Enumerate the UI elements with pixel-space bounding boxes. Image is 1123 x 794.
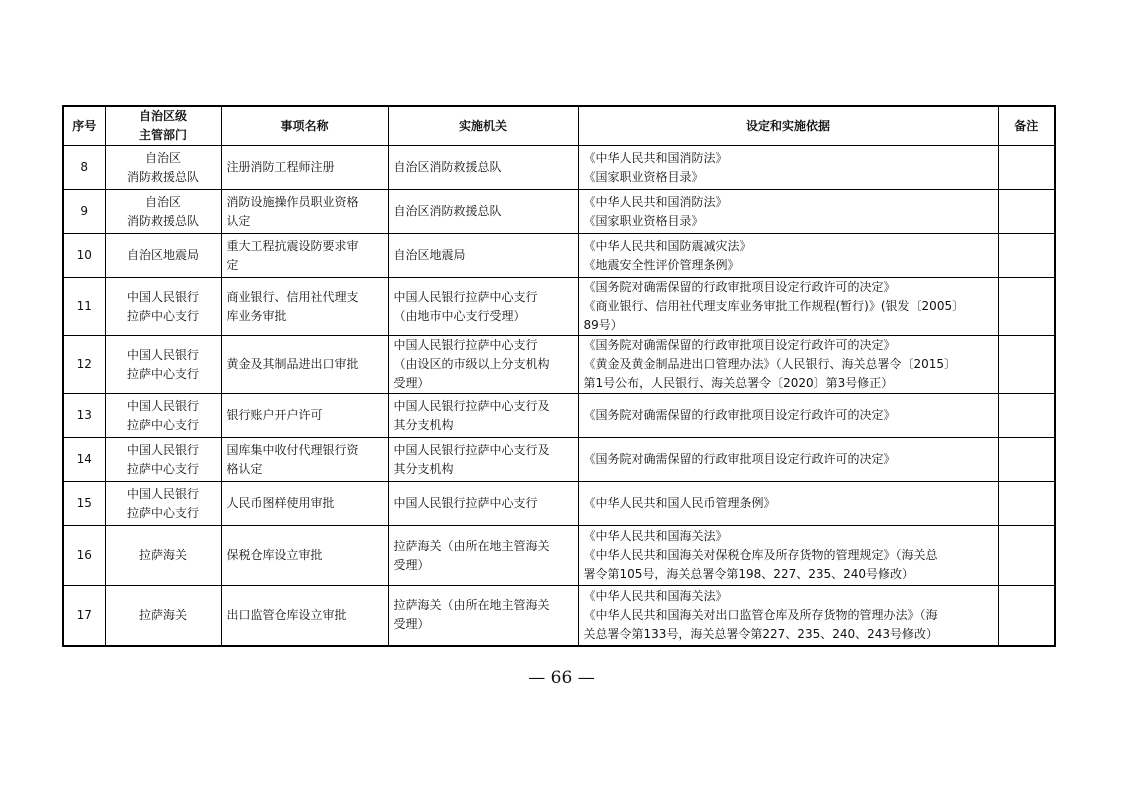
- basis-cell-line: 《中华人民共和国海关法》: [583, 588, 728, 603]
- agency-cell-line: 受理）: [393, 557, 430, 572]
- basis-cell-line: 《商业银行、信用社代理支库业务审批工作规程(暂行)》(银发〔2005〕: [583, 299, 965, 313]
- basis-cell-line: 《国务院对确需保留的行政审批项目设定行政许可的决定》: [583, 338, 896, 352]
- department-cell-line: 拉萨中心支行: [126, 366, 199, 381]
- basis-cell: [578, 438, 998, 482]
- department-cell-line: 拉萨海关: [138, 607, 187, 622]
- department-cell: [105, 394, 221, 438]
- remark-cell: [998, 438, 1055, 482]
- department-cell-line: 拉萨海关: [138, 548, 187, 562]
- basis-cell-line: 《国务院对确需保留的行政审批项目设定行政许可的决定》: [583, 280, 896, 294]
- agency-cell: [388, 234, 578, 278]
- item-name-cell-line: 保税仓库设立审批: [226, 548, 323, 562]
- item-name-cell-line: 人民币图样使用审批: [226, 496, 335, 510]
- basis-cell-line: 《国务院对确需保留的行政审批项目设定行政许可的决定》: [583, 408, 896, 422]
- basis-cell: [578, 234, 998, 278]
- item-name-cell: [221, 146, 388, 190]
- basis-cell-line: 关总署令第133号，海关总署令第227、235、240、243号修改）: [583, 626, 939, 641]
- table-header-row: [63, 106, 1055, 146]
- agency-cell: [388, 190, 578, 234]
- header-department-line-1: 自治区级: [138, 109, 187, 123]
- basis-cell: [578, 586, 998, 646]
- header-basis: 设定和实施依据: [578, 106, 998, 146]
- remark-cell: [998, 146, 1055, 190]
- serial-no-cell: 11: [63, 278, 105, 336]
- basis-cell-line: 《国家职业资格目录》: [583, 213, 704, 228]
- basis-cell: [578, 146, 998, 190]
- table-row: [63, 526, 1055, 586]
- table-row: [63, 586, 1055, 646]
- table-row: [63, 336, 1055, 394]
- approval-items-table: [62, 105, 1056, 647]
- remark-cell: [998, 336, 1055, 394]
- remark-cell: [998, 278, 1055, 336]
- department-cell: [105, 234, 221, 278]
- basis-cell: [578, 336, 998, 394]
- serial-no-cell: 12: [63, 336, 105, 394]
- basis-cell-line: 《中华人民共和国防震减灾法》: [583, 238, 752, 253]
- agency-cell-line: 中国人民银行拉萨中心支行: [393, 496, 538, 510]
- basis-cell-line: 《黄金及黄金制品进出口管理办法》（人民银行、海关总署令〔2015〕: [583, 357, 957, 371]
- agency-cell-line: 自治区地震局: [393, 248, 466, 262]
- agency-cell: [388, 438, 578, 482]
- item-name-cell: [221, 394, 388, 438]
- item-name-cell-line: 国库集中收付代理银行资: [226, 442, 359, 457]
- item-name-cell-line: 商业银行、信用社代理支: [226, 289, 359, 304]
- basis-cell: [578, 526, 998, 586]
- agency-cell: [388, 146, 578, 190]
- department-cell-line: 中国人民银行: [126, 398, 199, 413]
- basis-cell-line: 《国家职业资格目录》: [583, 169, 704, 184]
- agency-cell: [388, 394, 578, 438]
- department-cell: [105, 336, 221, 394]
- item-name-cell-line: 认定: [226, 213, 251, 228]
- department-cell-line: 中国人民银行: [126, 442, 199, 457]
- item-name-cell-line: 库业务审批: [226, 308, 287, 323]
- department-cell-line: 消防救援总队: [126, 169, 199, 184]
- page-number: — 66 —: [528, 668, 595, 688]
- item-name-cell: [221, 234, 388, 278]
- serial-no-cell: 10: [63, 234, 105, 278]
- department-cell-line: 自治区: [144, 150, 181, 165]
- department-cell-line: 中国人民银行: [126, 289, 199, 304]
- serial-no-cell: 15: [63, 482, 105, 526]
- department-cell-line: 拉萨中心支行: [126, 308, 199, 323]
- agency-cell: [388, 526, 578, 586]
- basis-cell-line: 《中华人民共和国海关法》: [583, 529, 728, 543]
- item-name-cell: [221, 190, 388, 234]
- table-row: [63, 278, 1055, 336]
- table-row: [63, 438, 1055, 482]
- agency-cell-line: 拉萨海关（由所在地主管海关: [393, 538, 550, 553]
- item-name-cell-line: 注册消防工程师注册: [226, 160, 335, 174]
- agency-cell: [388, 336, 578, 394]
- agency-cell-line: 中国人民银行拉萨中心支行及: [393, 442, 550, 457]
- basis-cell-line: 《中华人民共和国消防法》: [583, 150, 728, 165]
- basis-cell-line: 《国务院对确需保留的行政审批项目设定行政许可的决定》: [583, 452, 896, 466]
- department-cell-line: 中国人民银行: [126, 486, 199, 501]
- remark-cell: [998, 482, 1055, 526]
- department-cell: [105, 438, 221, 482]
- basis-cell-line: 《中华人民共和国消防法》: [583, 194, 728, 209]
- remark-cell: [998, 394, 1055, 438]
- basis-cell-line: 《中华人民共和国海关对保税仓库及所存货物的管理规定》（海关总: [583, 548, 938, 562]
- item-name-cell-line: 格认定: [226, 461, 263, 476]
- basis-cell-line: 《中华人民共和国海关对出口监管仓库及所存货物的管理办法》（海: [583, 607, 938, 622]
- agency-cell-line: （由地市中心支行受理）: [393, 308, 526, 323]
- header-agency: 实施机关: [388, 106, 578, 146]
- serial-no-cell: 17: [63, 586, 105, 646]
- table-row: [63, 190, 1055, 234]
- department-cell-line: 自治区地震局: [126, 248, 199, 262]
- department-cell: [105, 586, 221, 646]
- item-name-cell: [221, 278, 388, 336]
- table-body: [63, 146, 1055, 646]
- serial-no-cell: 9: [63, 190, 105, 234]
- department-cell: [105, 278, 221, 336]
- agency-cell-line: 中国人民银行拉萨中心支行及: [393, 398, 550, 413]
- item-name-cell-line: 黄金及其制品进出口审批: [226, 357, 359, 371]
- serial-no-cell: 14: [63, 438, 105, 482]
- serial-no-cell: 13: [63, 394, 105, 438]
- table-row: [63, 482, 1055, 526]
- item-name-cell-line: 定: [226, 257, 239, 272]
- item-name-cell: [221, 526, 388, 586]
- header-serial-no: 序号: [63, 106, 105, 146]
- remark-cell: [998, 190, 1055, 234]
- agency-cell-line: 受理）: [393, 617, 430, 632]
- basis-cell: [578, 482, 998, 526]
- agency-cell: [388, 482, 578, 526]
- agency-cell-line: 中国人民银行拉萨中心支行: [393, 289, 538, 304]
- basis-cell: [578, 394, 998, 438]
- agency-cell-line: 受理）: [393, 376, 430, 390]
- basis-cell-line: 《地震安全性评价管理条例》: [583, 257, 740, 272]
- header-item-name: 事项名称: [221, 106, 388, 146]
- table-row: [63, 394, 1055, 438]
- department-cell: [105, 190, 221, 234]
- item-name-cell-line: 重大工程抗震设防要求审: [226, 238, 359, 253]
- remark-cell: [998, 586, 1055, 646]
- department-cell-line: 消防救援总队: [126, 213, 199, 228]
- basis-cell-line: 《中华人民共和国人民币管理条例》: [583, 496, 776, 510]
- item-name-cell-line: 银行账户开户许可: [226, 408, 323, 422]
- agency-cell-line: （由设区的市级以上分支机构: [393, 357, 550, 371]
- table-row: [63, 146, 1055, 190]
- item-name-cell-line: 消防设施操作员职业资格: [226, 194, 359, 209]
- department-cell: [105, 146, 221, 190]
- agency-cell-line: 自治区消防救援总队: [393, 160, 502, 174]
- header-department: [105, 106, 221, 146]
- agency-cell: [388, 586, 578, 646]
- item-name-cell: [221, 336, 388, 394]
- agency-cell-line: 拉萨海关（由所在地主管海关: [393, 598, 550, 613]
- agency-cell-line: 自治区消防救援总队: [393, 204, 502, 218]
- department-cell-line: 拉萨中心支行: [126, 461, 199, 476]
- department-cell: [105, 526, 221, 586]
- header-remark: 备注: [998, 106, 1055, 146]
- remark-cell: [998, 526, 1055, 586]
- item-name-cell: [221, 586, 388, 646]
- table-row: [63, 234, 1055, 278]
- basis-cell: [578, 190, 998, 234]
- basis-cell: [578, 278, 998, 336]
- department-cell-line: 自治区: [144, 194, 181, 209]
- agency-cell: [388, 278, 578, 336]
- header-department-line-2: 主管部门: [138, 128, 187, 142]
- department-cell-line: 拉萨中心支行: [126, 505, 199, 520]
- item-name-cell: [221, 438, 388, 482]
- item-name-cell: [221, 482, 388, 526]
- basis-cell-line: 89号）: [583, 318, 623, 332]
- department-cell-line: 拉萨中心支行: [126, 417, 199, 432]
- agency-cell-line: 中国人民银行拉萨中心支行: [393, 338, 538, 352]
- basis-cell-line: 第1号公布，人民银行、海关总署令〔2020〕第3号修正）: [583, 376, 894, 390]
- item-name-cell-line: 出口监管仓库设立审批: [226, 607, 347, 622]
- department-cell: [105, 482, 221, 526]
- agency-cell-line: 其分支机构: [393, 461, 454, 476]
- serial-no-cell: 16: [63, 526, 105, 586]
- agency-cell-line: 其分支机构: [393, 417, 454, 432]
- serial-no-cell: 8: [63, 146, 105, 190]
- department-cell-line: 中国人民银行: [126, 347, 199, 362]
- remark-cell: [998, 234, 1055, 278]
- basis-cell-line: 署令第105号，海关总署令第198、227、235、240号修改）: [583, 567, 915, 581]
